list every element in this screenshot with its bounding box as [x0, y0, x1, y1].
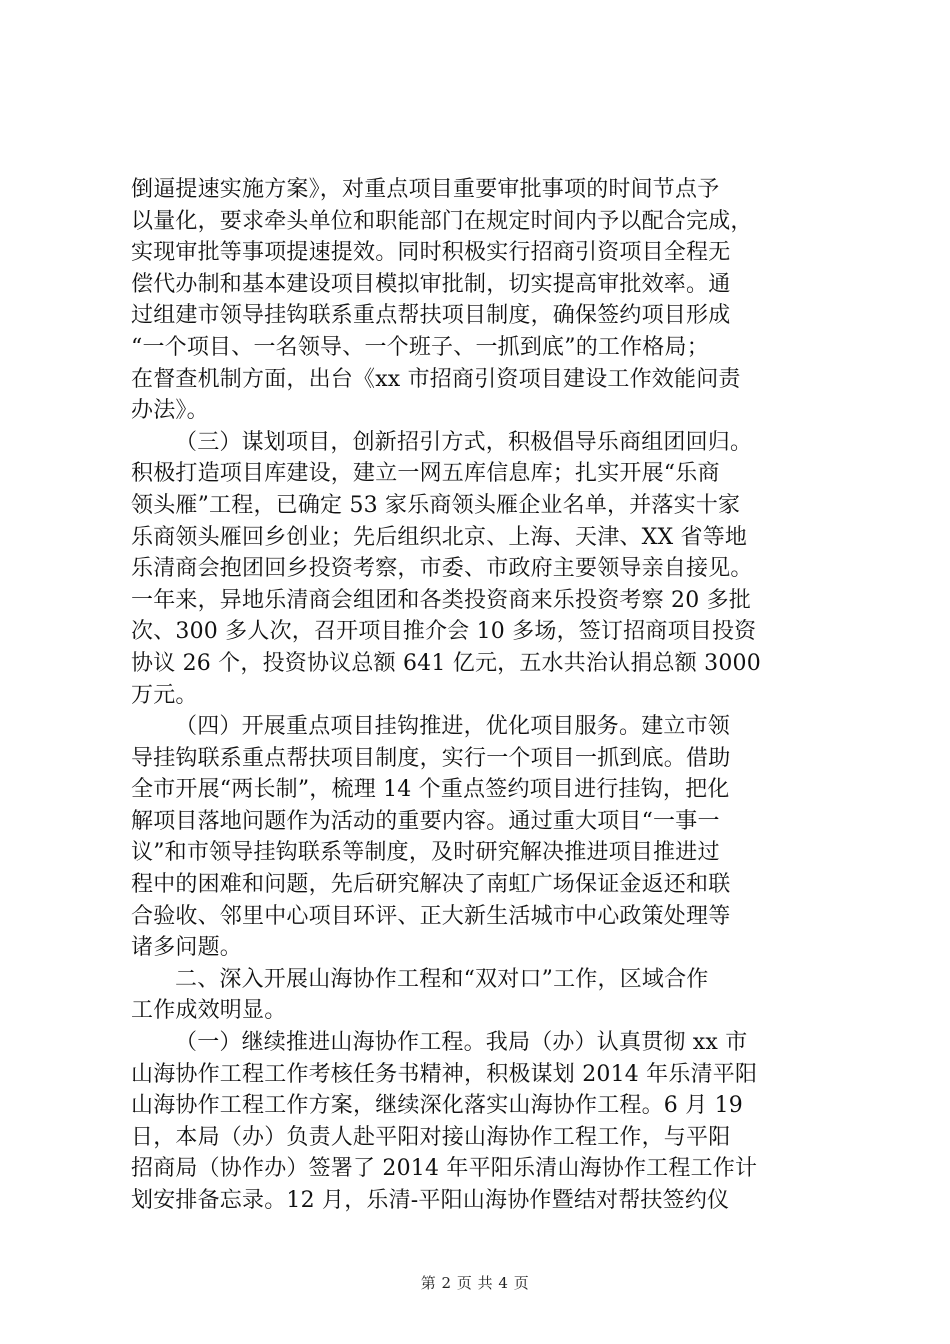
text-line: 程中的困难和问题，先后研究解决了南虹广场保证金返还和联	[131, 872, 731, 898]
document-body	[131, 174, 831, 1217]
text-line: 积极打造项目库建设，建立一网五库信息库；扎实开展“乐商	[131, 461, 720, 487]
text-line: 日，本局（办）负责人赴平阳对接山海协作工程工作，与平阳	[131, 1124, 731, 1150]
text-line: 划安排备忘录。12 月，乐清-平阳山海协作暨结对帮扶签约仪	[131, 1188, 730, 1213]
text-line: 在督查机制方面，出台《xx 市招商引资项目建设工作效能问责	[131, 366, 741, 392]
text-line: 协议 26 个，投资协议总额 641 亿元，五水共治认捐总额 3000	[131, 650, 761, 676]
text-line: 领头雁”工程，已确定 53 家乐商领头雁企业名单，并落实十家	[131, 492, 741, 518]
text-line: 以量化，要求牵头单位和职能部门在规定时间内予以配合完成，	[131, 208, 753, 234]
text-line: 实现审批等事项提速提效。同时积极实行招商引资项目全程无	[131, 240, 731, 266]
text-line: 倒逼提速实施方案》，对重点项目重要审批事项的时间节点予	[131, 177, 720, 202]
text-line: 招商局（协作办）签署了 2014 年平阳乐清山海协作工程工作计	[131, 1156, 758, 1182]
text-line: 过组建市领导挂钩联系重点帮扶项目制度，确保签约项目形成	[131, 303, 731, 329]
text-line: 山海协作工程工作方案，继续深化落实山海协作工程。6 月 19	[131, 1093, 743, 1119]
text-line: 诸多问题。	[131, 935, 243, 961]
text-line: 办法》。	[131, 398, 209, 424]
paragraph-start-line: （三）谋划项目，创新招引方式，积极倡导乐商组团回归。	[175, 429, 753, 455]
text-line: 万元。	[131, 682, 198, 708]
text-line: 山海协作工程工作考核任务书精神，积极谋划 2014 年乐清平阳	[131, 1061, 758, 1087]
paragraph-start-line: （四）开展重点项目挂钩推进，优化项目服务。建立市领	[175, 714, 731, 740]
text-line: 偿代办制和基本建设项目模拟审批制，切实提高审批效率。通	[131, 271, 731, 297]
text-line: 解项目落地问题作为活动的重要内容。通过重大项目“一事一	[131, 808, 720, 834]
text-line: 一年来，异地乐清商会组团和各类投资商来乐投资考察 20 多批	[131, 587, 751, 613]
text-line: 导挂钩联系重点帮扶项目制度，实行一个项目一抓到底。借助	[131, 745, 731, 771]
text-line: “一个项目、一名领导、一个班子、一抓到底”的工作格局；	[131, 334, 709, 360]
text-line: 合验收、邻里中心项目环评、正大新生活城市中心政策处理等	[131, 903, 731, 929]
text-line: 次、300 多人次，召开项目推介会 10 多场，签订招商项目投资	[131, 619, 757, 645]
page-footer: 第 2 页 共 4 页	[420, 1274, 530, 1292]
text-line: 议”和市领导挂钩联系等制度，及时研究解决推进项目推进过	[131, 840, 720, 866]
text-line: 乐商领头雁回乡创业；先后组织北京、上海、天津、XX 省等地	[131, 524, 748, 550]
text-line: 全市开展“两长制”，梳理 14 个重点签约项目进行挂钩，把化	[131, 777, 730, 803]
paragraph-start-line: （一）继续推进山海协作工程。我局（办）认真贯彻 xx 市	[175, 1030, 748, 1056]
text-line: 工作成效明显。	[131, 998, 287, 1024]
paragraph-start-line: 二、深入开展山海协作工程和“双对口”工作，区域合作	[175, 966, 709, 992]
text-line: 乐清商会抱团回乡投资考察，市委、市政府主要领导亲自接见。	[131, 556, 753, 582]
